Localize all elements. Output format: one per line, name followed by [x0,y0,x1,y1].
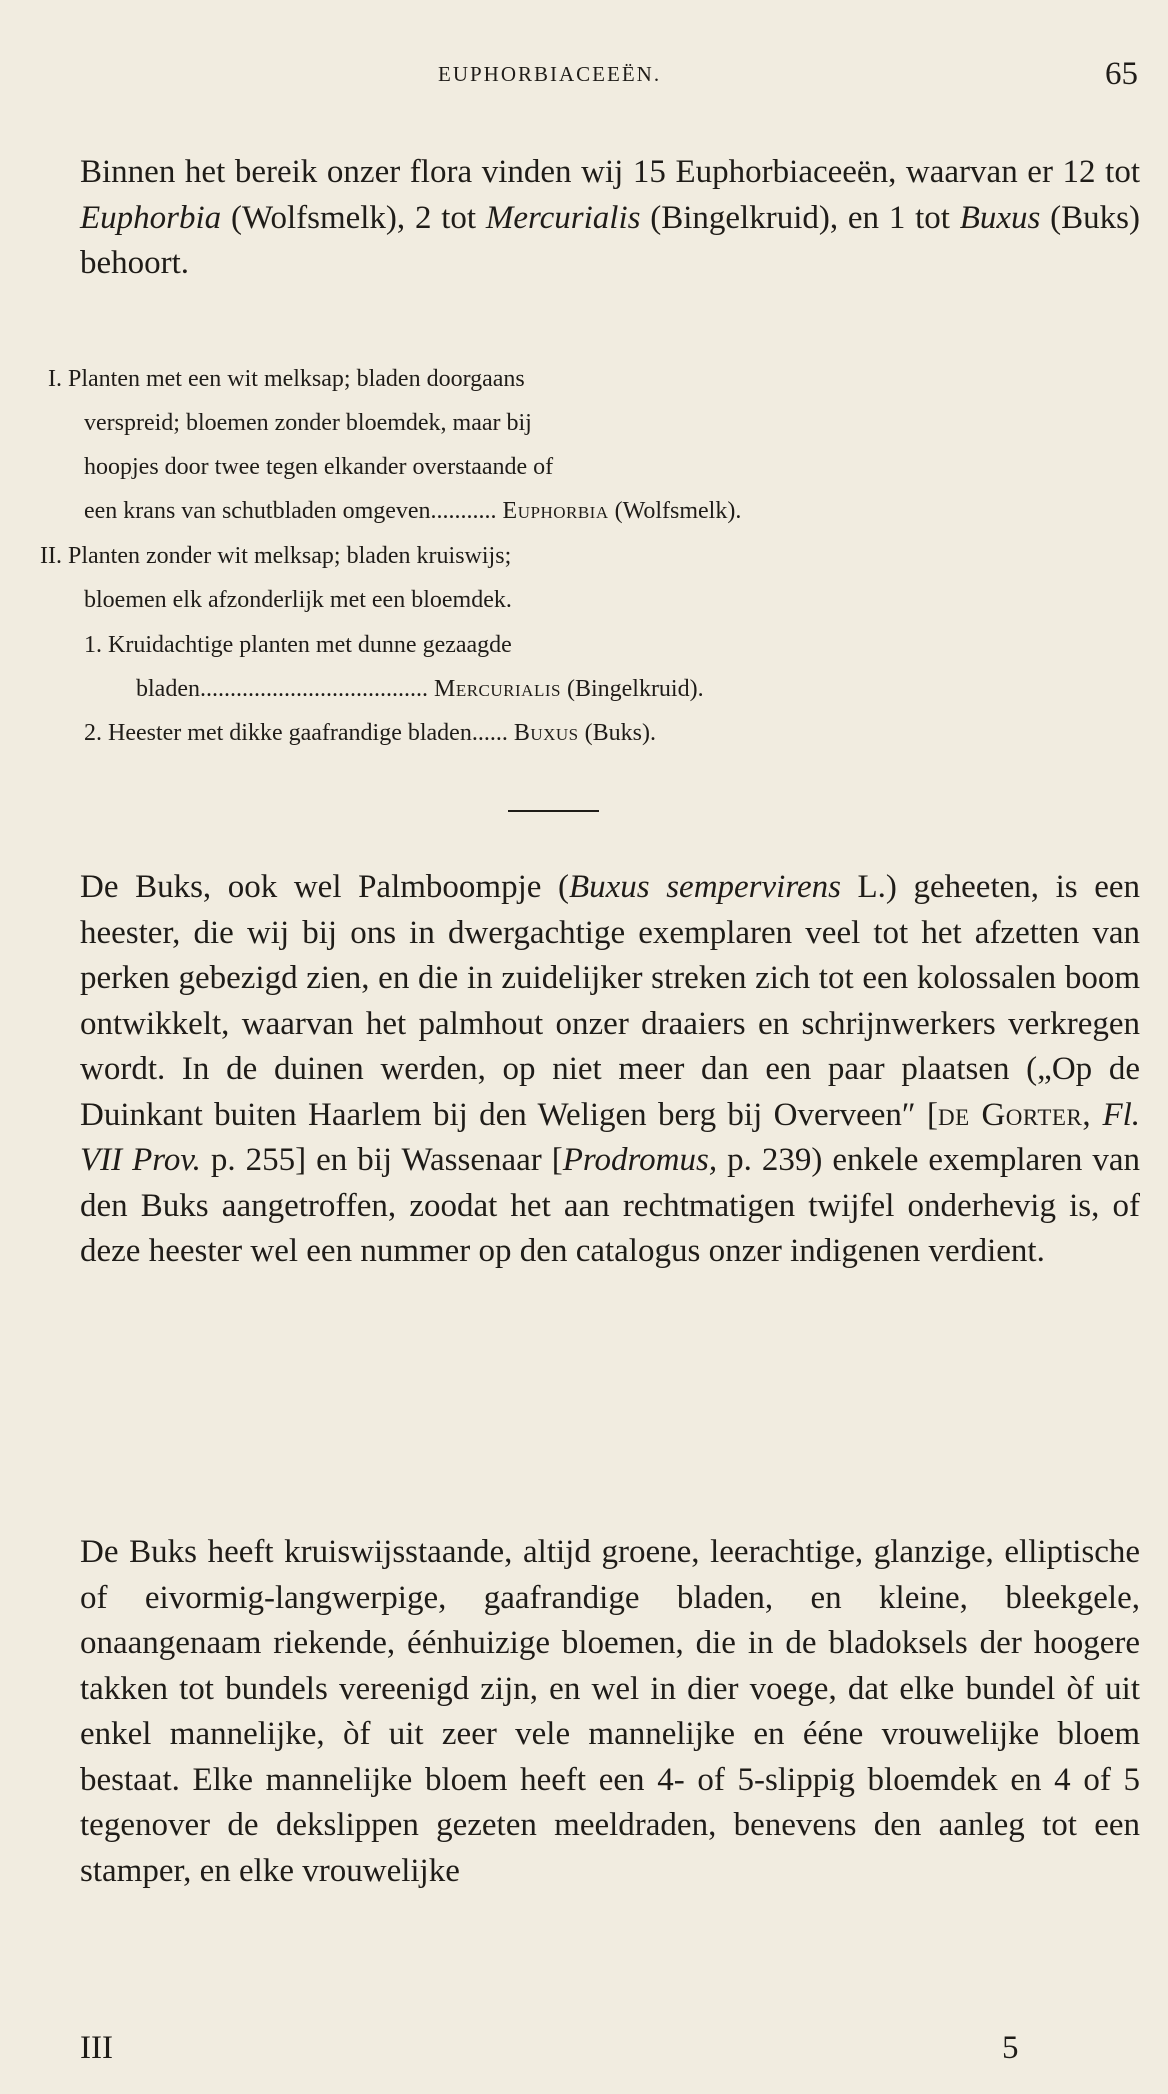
key-line-9-text: 2. Heester met dikke gaafrandige bladen...... [84,720,508,746]
genus-euphorbia: Euphorbia [80,199,222,236]
p1-space [1091,1097,1102,1133]
paragraph-buks-description: De Buks heeft kruiswijsstaande, altijd groene, leerachtige, glanzige, elliptische of eivormig-langwerpige, gaafrandige bladen, en kleine, bleekgele, onaangenaam riekende, éénhuizige bloemen, die in de bladoksels der hoogere takken tot bundels vereenigd zijn, en wel in dier voege, dat elke bundel òf uit enkel mannelijke, òf uit zeer vele mannelijke en ééne vrouwelijke bloem bestaat. Elke mannelijke bloem heeft een 4- of 5-slippig bloemdek en 4 of 5 tegenover de dekslippen gezeten meeldraden, benevens den aanleg tot een stamper, en elke vrouwelijke [80,1534,1140,1889]
signature-mark: III [80,2030,113,2066]
p1-text-g: p. 255] en bij Wassenaar [ [200,1142,563,1178]
key-genus-mercurialis: Mercurialis [433,676,561,702]
p1-text-i: p. 239) enkele exemplaren van den Buks aangetroffen, zoodat het aan rechtmatigen twijfel onderhevig is, of deze heester wel een nummer op den catalogus onzer indigenen verdient. [80,1142,1140,1269]
key-line-4-text: een krans van schutbladen omgeven........... [84,498,497,524]
author-de-gorter: de Gorter, [937,1096,1092,1133]
key-common-wolfsmelk: (Wolfsmelk). [608,498,742,524]
key-line-7: 1. Kruidachtige planten met dunne gezaagde [84,632,512,658]
key-line-4 [84,498,741,525]
intro-text-3: (Bingelkruid), en 1 tot [640,199,960,236]
work-fl-vii-prov: Fl. VII Prov. [80,1096,1141,1178]
running-head: EUPHORBIACEEËN. [438,62,662,86]
intro-paragraph [80,150,1140,287]
key-genus-euphorbia: Euphorbia [502,498,609,524]
section-divider [508,810,599,812]
key-line-8-text: bladen...................................... [136,676,428,702]
key-line-8 [136,676,704,703]
key-genus-buxus: Buxus [513,720,579,746]
page-number: 65 [1105,56,1138,92]
genus-buxus: Buxus [959,199,1041,236]
intro-text-1: Binnen het bereik onzer flora vinden wij 15 Euphorbiaceeën, waarvan er 12 tot [80,154,1140,190]
p1-text-a: De Buks, ook wel Palmboompje ( [80,869,569,905]
key-line-9 [84,720,656,747]
intro-text-2: (Wolfsmelk), 2 tot [221,199,486,236]
genus-mercurialis: Mercurialis [485,199,641,236]
paragraph-buks-intro [80,865,1140,1275]
intro-text-4: (Buks) behoort. [80,199,1140,281]
key-line-3: hoopjes door twee tegen elkander overstaande of [84,454,554,480]
key-line-6: bloemen elk afzonderlijk met een bloemdek. [84,587,512,613]
key-line-5: II. Planten zonder wit melksap; bladen kruiswijs; [40,543,512,569]
signature-number: 5 [1002,2030,1019,2066]
species-name: Buxus sempervirens [568,869,841,905]
key-common-buks: (Buks). [578,720,656,746]
key-common-bingelkruid: (Bingelkruid). [560,676,704,702]
key-line-2: verspreid; bloemen zonder bloemdek, maar bij [84,410,532,436]
work-prodromus: Prodromus, [562,1142,718,1178]
p1-text-c: L.) geheeten, is een heester, die wij bij ons in dwergachtige exemplaren veel tot het afzetten van perken gebezigd zien, en die in zuidelijker streken zich tot een kolossalen boom ontwikkelt, waarvan het palmhout onzer draaiers en schrijnwerkers verkregen wordt. In de duinen werden, op niet meer dan een paar plaatsen („Op de Duinkant buiten Haarlem bij den Weligen berg bij Overveen″ [ [80,869,1140,1133]
key-line-1: I. Planten met een wit melksap; bladen doorgaans [48,366,525,392]
